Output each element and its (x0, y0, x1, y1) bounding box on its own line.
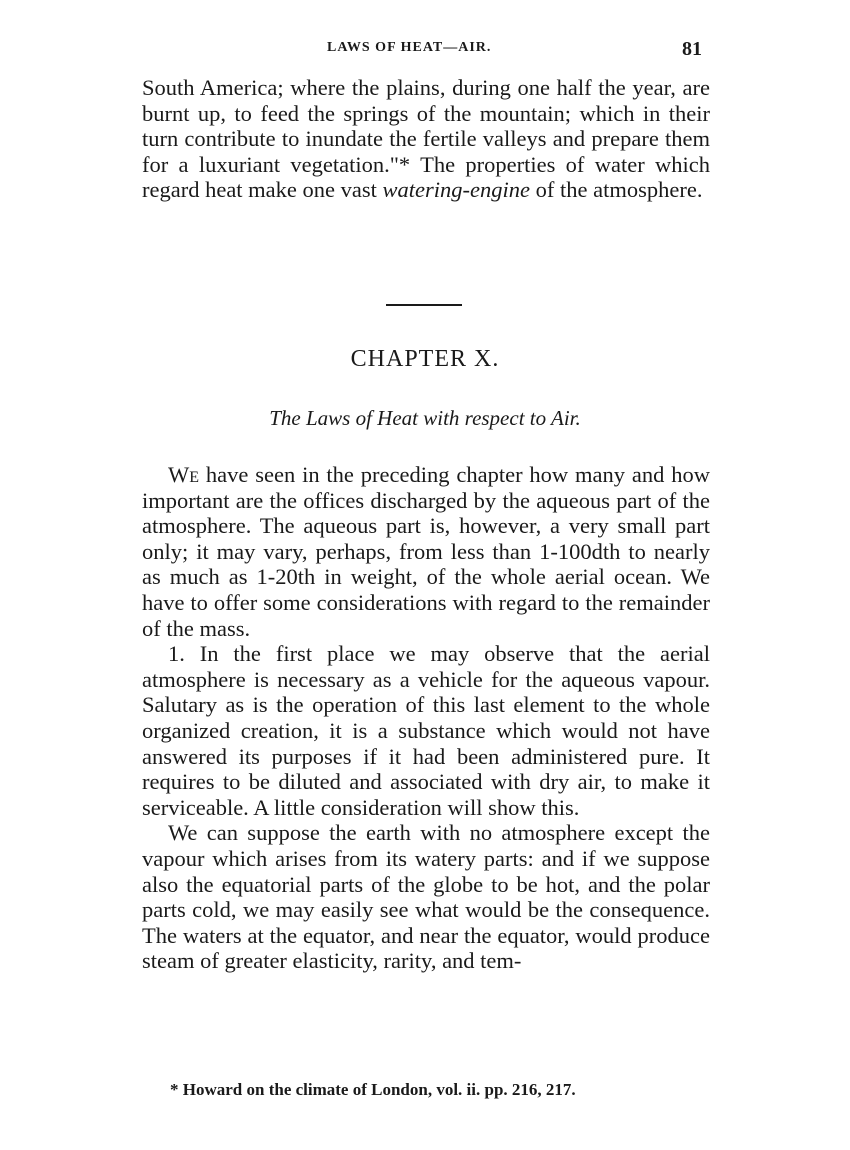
paragraph-1 (142, 462, 710, 641)
running-title: LAWS OF HEAT—AIR. (327, 40, 492, 55)
page-number: 81 (682, 38, 702, 60)
continued-text-before: South America; where the plains, during one half the year, are burnt up, to feed the springs of the mountain; which in their turn contribute to inundate the fertile valleys and prepare them for a luxuriant vegetation."* The properties of water which regard heat make one vast (142, 75, 710, 203)
chapter-title: CHAPTER X. (350, 346, 500, 372)
footnote: * Howard on the climate of London, vol. ii. pp. 216, 217. (170, 1080, 576, 1099)
continued-paragraph (142, 75, 710, 203)
chapter-body (142, 462, 710, 974)
chapter-subtitle: The Laws of Heat with respect to Air. (269, 406, 581, 430)
paragraph-1-text: have seen in the preceding chapter how many and how important are the offices discharged by the aqueous part of the atmosphere. The aqueous part is, however, a very small part only; it may vary, perhaps, from less than 1-100dth to nearly as much as 1-20th in weight, of the whole aerial ocean. We have to offer some considerations with regard to the remainder of the mass. (142, 462, 710, 641)
paragraph-2: 1. In the first place we may observe that the aerial atmosphere is necessary as a vehicle for the aqueous vapour. Salutary as is the operation of this last element to the whole organized creation, it is a substance which would not have answered its purposes if it had been administered pure. It requires to be diluted and associated with dry air, to make it serviceable. A little consideration will show this. (142, 641, 710, 820)
section-divider (386, 304, 462, 306)
paragraph-1-opening-word: We (168, 462, 200, 487)
running-head (0, 38, 850, 66)
emphasized-term: watering-engine (382, 177, 530, 203)
continued-paragraph-text (142, 75, 710, 203)
continued-text-after: of the atmosphere. (530, 177, 703, 203)
paragraph-3: We can suppose the earth with no atmosphere except the vapour which arises from its watery parts: and if we suppose also the equatorial parts of the globe to be hot, and the polar parts cold, we may easily see what would be the consequence. The waters at the equator, and near the equator, would produce steam of greater elasticity, rarity, and tem- (142, 820, 710, 974)
